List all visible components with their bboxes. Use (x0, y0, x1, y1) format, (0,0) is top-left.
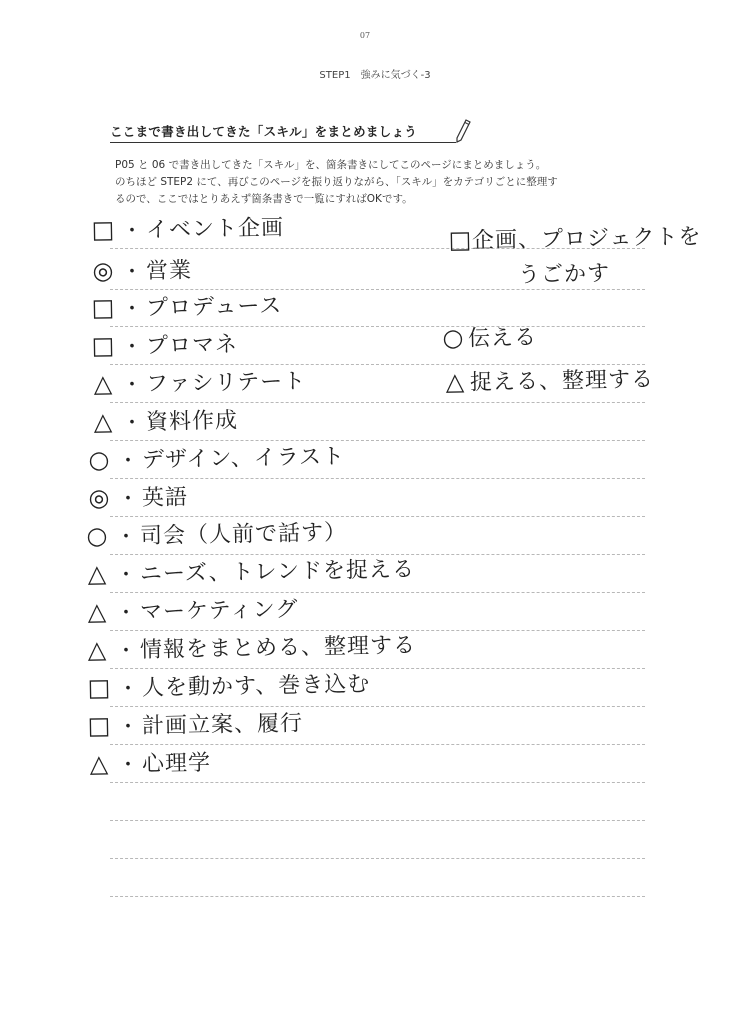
skill-text: マーケティング (139, 597, 299, 625)
ruled-line (110, 516, 645, 517)
legend-mark: ○ (442, 323, 464, 352)
skill-item: △ ・ ニーズ、トレンドを捉える (82, 552, 416, 589)
ruled-line (110, 782, 645, 783)
skill-item: △ ・ 心理学 (84, 746, 212, 779)
instruction-line: P05 と 06 で書き出してきた「スキル」を、箇条書きにしてこのページにまとめましょう。 (115, 159, 547, 171)
skill-mark: □ (91, 331, 115, 360)
skill-mark: △ (87, 597, 107, 626)
skill-text: 心理学 (141, 750, 212, 777)
ruled-line (110, 820, 645, 821)
ruled-line (110, 706, 645, 707)
skill-item: △ ・ ファシリテート (88, 364, 307, 399)
skill-mark: □ (91, 293, 115, 322)
skill-item: △ ・ 資料作成 (88, 403, 239, 437)
ruled-line (110, 478, 645, 479)
skill-text: 営業 (145, 258, 193, 284)
skill-text: 英語 (141, 485, 189, 511)
skill-text: 情報をまとめる、整理する (139, 633, 417, 663)
skill-item: □ ・ 人を動かす、巻き込む (84, 667, 371, 703)
skill-mark: △ (87, 635, 107, 664)
ruled-line (110, 858, 645, 859)
skill-text: ファシリテート (145, 369, 307, 397)
skill-mark: △ (89, 749, 109, 778)
instruction-line: るので、ここではとりあえず箇条書きで一覧にすればOKです。 (115, 193, 413, 205)
skill-mark: △ (93, 407, 113, 436)
ruled-line (110, 440, 645, 441)
step-title: STEP1 強みに気づく-3 (319, 70, 431, 81)
skill-mark: □ (87, 673, 111, 702)
skill-text: 司会（人前で話す） (139, 520, 348, 549)
legend-item-continued: うごかす (517, 261, 611, 288)
legend-text: 捉える、整理する (469, 367, 655, 396)
skill-mark: ○ (86, 521, 108, 550)
skill-item: ○ ・ デザイン、イラスト (84, 439, 346, 475)
instruction-line: のちほど STEP2 にて、再びこのページを振り返りながら、「スキル」をカテゴリごとに整理す (115, 176, 558, 188)
instructions (115, 157, 675, 208)
skill-item: △ ・ マーケティング (82, 592, 299, 627)
skill-text: 人を動かす、巻き込む (141, 672, 371, 701)
legend-item (440, 362, 655, 397)
skill-text: 資料作成 (145, 408, 239, 435)
skill-item: ◎ ・ 英語 (84, 480, 189, 513)
skill-item: □ ・ イベント企画 (88, 211, 285, 245)
legend-item (448, 220, 702, 255)
ruled-line (110, 744, 645, 745)
legend-mark: □ (448, 225, 472, 254)
legend-item (438, 320, 538, 353)
skill-text: デザイン、イラスト (141, 444, 346, 473)
legend-mark: △ (445, 367, 465, 396)
legend-text: 企画、プロジェクトを (471, 224, 702, 254)
ruled-line (110, 668, 645, 669)
ruled-line (110, 402, 645, 403)
skill-text: プロマネ (145, 332, 239, 359)
skill-text: イベント企画 (145, 215, 285, 243)
skill-text: 計画立案、履行 (141, 711, 304, 739)
skill-item: ○ ・ 司会（人前で話す） (82, 515, 348, 551)
ruled-line (110, 326, 645, 327)
heading-underline (110, 142, 456, 143)
skill-item: □ ・ プロマネ (88, 327, 239, 361)
skill-mark: △ (93, 369, 113, 398)
skill-mark: ○ (88, 445, 110, 474)
skill-mark: △ (87, 559, 107, 588)
ruled-line (110, 896, 645, 897)
skill-mark: ◎ (88, 483, 110, 512)
skill-item: △ ・ 情報をまとめる、整理する (82, 628, 417, 665)
skill-item: □ ・ 計画立案、履行 (84, 706, 304, 741)
skill-text: ニーズ、トレンドを捉える (139, 557, 416, 587)
skill-text: プロデュース (145, 293, 283, 321)
pencil-icon (454, 118, 472, 144)
skill-mark: □ (91, 215, 115, 244)
skill-item: □ ・ プロデュース (88, 289, 283, 323)
skill-mark: □ (87, 711, 111, 740)
page-number: 07 (359, 31, 371, 40)
skill-item: ◎ ・ 営業 (88, 253, 193, 286)
skill-mark: ◎ (92, 256, 114, 285)
legend-text: 伝える (467, 325, 538, 352)
section-heading: ここまで書き出してきた「スキル」をまとめましょう (110, 124, 418, 139)
ruled-line (110, 592, 645, 593)
